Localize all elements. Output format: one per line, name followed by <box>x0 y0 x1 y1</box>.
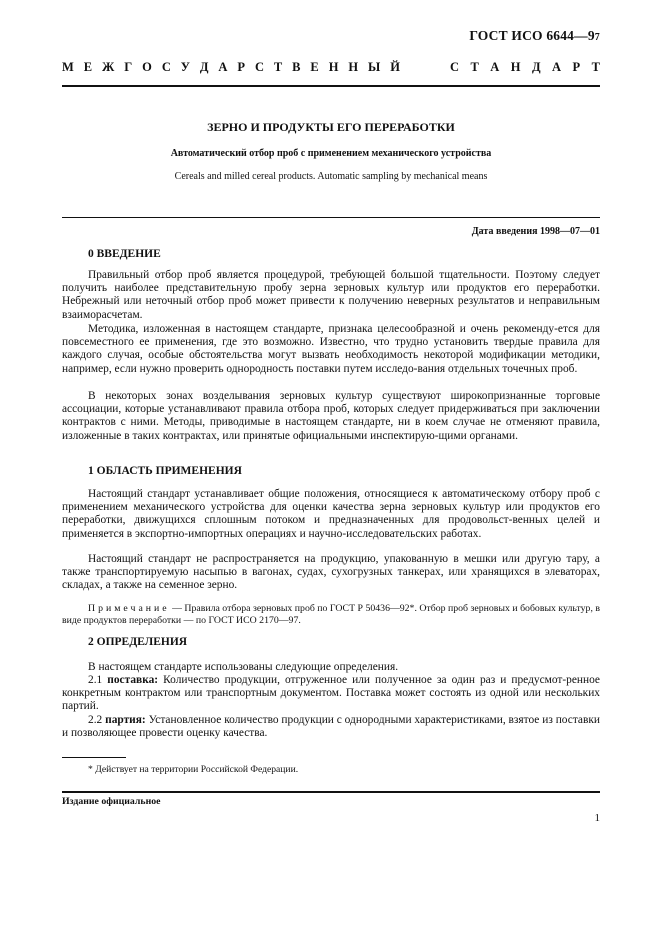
banner-letter: А <box>218 60 228 74</box>
definition-lot-term: партия: <box>105 714 146 726</box>
banner-letter: Н <box>348 60 359 74</box>
banner-word-standard <box>450 60 600 75</box>
banner-letter: С <box>450 60 460 74</box>
banner-word-interstate <box>62 60 400 75</box>
interstate-standard-banner <box>62 60 600 75</box>
standard-code-text: ГОСТ ИСО 6644—9 <box>469 28 595 43</box>
definition-delivery-text: Количество продукции, отгруженное или полученное за один раз и предусмот-ренное конкретным контрактом или транспортным документом. Поставка может состоять из одной или нескольких партий. <box>62 674 600 713</box>
banner-letter: О <box>142 60 152 74</box>
definition-delivery-term: поставка: <box>107 674 159 686</box>
banner-letter: С <box>254 60 264 74</box>
banner-letter: Й <box>390 60 400 74</box>
banner-letter: Д <box>531 60 541 74</box>
section-heading-definitions: 2 ОПРЕДЕЛЕНИЯ <box>88 636 188 648</box>
section-heading-scope: 1 ОБЛАСТЬ ПРИМЕНЕНИЯ <box>88 465 242 477</box>
intro-paragraph-3: В некоторых зонах возделывания зерновых культур существуют широкопризнанные торговые ассоциации, которые устанавливают правила отбора проб, которых следует придерживаться при заключении контрактов с ними. Методы, приводимые в настоящем стандарте, ни в коем случае не отменяют правила, изложенные в таких контрактах, или принятые официальными инспектирую-щими органами. <box>62 390 600 442</box>
introduction-date: Дата введения 1998—07—01 <box>471 226 600 237</box>
banner-letter: Е <box>83 60 93 74</box>
standard-code <box>469 28 600 44</box>
banner-letter: Р <box>237 60 246 74</box>
banner-letter: Е <box>310 60 319 74</box>
footnote-rule <box>62 757 126 758</box>
banner-letter: Т <box>273 60 283 74</box>
title-rule <box>62 217 600 218</box>
english-title: Cereals and milled cereal products. Automatic sampling by mechanical means <box>174 171 488 182</box>
definition-lot <box>62 714 600 740</box>
banner-letter: Г <box>124 60 133 74</box>
banner-letter: Ж <box>102 60 115 74</box>
banner-letter: А <box>490 60 500 74</box>
banner-letter: Н <box>510 60 521 74</box>
note-text: — Правила отбора зерновых проб по ГОСТ Р 50436—92*. Отбор проб зерновых и бобовых культур, в виде продуктов переработки — по ГОСТ ИСО 2170—97. <box>62 603 600 626</box>
banner-letter: Н <box>328 60 339 74</box>
definition-lot-text: Установленное количество продукции с однородными характеристиками, взятое из поставки и позволяющее провести оценку качества. <box>62 714 600 740</box>
banner-letter: В <box>292 60 301 74</box>
definition-delivery-number: 2.1 <box>88 674 103 686</box>
banner-letter: Т <box>591 60 600 74</box>
banner-letter: Т <box>470 60 479 74</box>
definitions-intro: В настоящем стандарте использованы следующие определения. <box>88 661 399 673</box>
section-heading-introduction: 0 ВВЕДЕНИЕ <box>88 248 161 260</box>
intro-paragraph-2: Методика, изложенная в настоящем стандарте, признака целесообразной и очень рекоменду-ется для повсеместного ее применения, где это возможно. Известно, что трудно установить твердые правила для каждого случая, особые обстоятельства могут вызвать необходимость некоторой модификации методики, например, если нужно проверить однородность поставки путем исследо-вания отдельных точечных проб. <box>62 323 600 375</box>
banner-letter: М <box>62 60 74 74</box>
definition-lot-number: 2.2 <box>88 714 103 726</box>
document-title: ЗЕРНО И ПРОДУКТЫ ЕГО ПЕРЕРАБОТКИ <box>207 120 455 134</box>
banner-letter: У <box>180 60 190 74</box>
banner-letter: С <box>161 60 171 74</box>
definition-delivery <box>62 674 600 714</box>
banner-letter: Р <box>572 60 581 74</box>
standard-code-suffix: 7 <box>594 32 600 43</box>
scope-note <box>62 603 600 627</box>
intro-paragraph-1: Правильный отбор проб является процедурой, требующей большой тщательности. Поэтому следует получить наиболее представительную пробу зерна зерновых культур или продуктов его переработки. Небрежный или неточный отбор проб может привести к получению неверных результатов и неправильным взаиморасчетам. <box>62 269 600 321</box>
banner-letter: А <box>552 60 562 74</box>
footnote: * Действует на территории Российской Федерации. <box>88 764 299 775</box>
scope-paragraph-1: Настоящий стандарт устанавливает общие положения, относящиеся к автоматическому отбору проб с применением механического устройства для оценки качества зерна зерновых культур или продуктов его переработки, движущихся сплошным потоком и предназначенных для продовольст-венных целей и применяется в экспортно-импортных операциях и научно-исследовательских работах. <box>62 488 600 540</box>
scope-paragraph-2: Настоящий стандарт не распространяется на продукцию, упакованную в мешки или другую тару, а также транспортируемую насыпью в вагонах, судах, сухогрузных танкерах, или хранящихся в элеваторах, складах, а также на семенное зерно. <box>62 553 600 592</box>
banner-rule <box>62 85 600 87</box>
banner-letter: Д <box>199 60 209 74</box>
note-label: Примечание <box>88 603 170 614</box>
page-number: 1 <box>594 812 600 824</box>
official-edition-label: Издание официальное <box>62 796 161 807</box>
footer-rule <box>62 791 600 793</box>
document-subtitle: Автоматический отбор проб с применением механического устройства <box>170 148 492 159</box>
banner-letter: Ы <box>368 60 381 74</box>
